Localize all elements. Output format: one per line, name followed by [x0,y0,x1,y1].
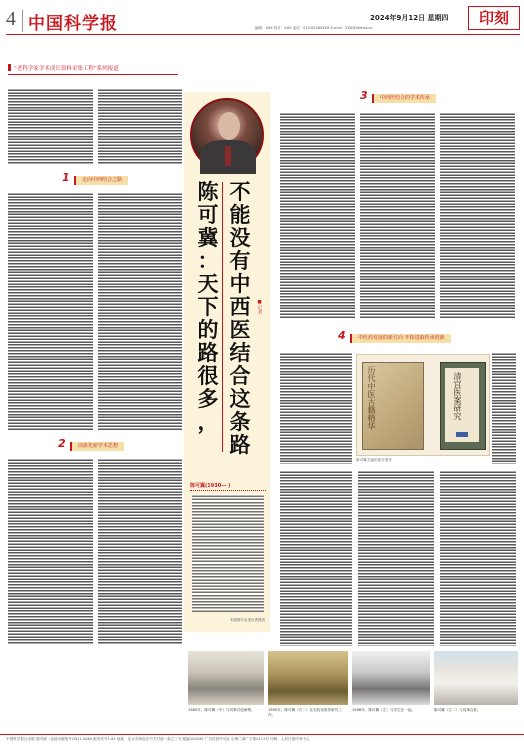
headline-char: 路 [229,432,251,457]
headline-char: 没 [229,225,251,250]
section-label: 走向中西结合之路 [74,176,128,185]
photo-caption-2: 1990年，陈可冀（右二）在实验室指导研究工作。 [268,708,342,717]
archive-photo-4 [434,651,518,705]
section3-text-col3 [440,112,515,318]
headline-char: 西 [229,294,251,319]
section3-text-col1 [280,112,355,318]
headline-line2 [194,180,222,433]
section1-text-col2 [98,192,182,430]
headline-char: 陈 [197,179,219,204]
section4-text-col3b [440,470,516,646]
book-title-left: 历代中医古籍精华 [367,366,376,430]
archive-photo-1 [188,651,264,705]
issue-date: 2024年9月12日 星期四 [370,14,449,22]
headline-line1 [226,180,254,456]
headline-char: ， [197,409,219,434]
bio-heading: 陈可冀(1930— ) [190,483,231,489]
series-rule [8,74,178,75]
byline: ■记者 [257,300,262,314]
section4-text-col1b [280,470,352,646]
section-number: 2 [58,437,66,450]
section3-text-col2 [360,112,435,318]
headline-char: 这 [229,386,251,411]
section-number: 3 [360,89,368,102]
section2-text-col1 [8,458,93,644]
section-heading-2 [58,437,168,451]
archive-photo-3 [352,651,430,705]
headline-char: 条 [229,409,251,434]
headline-char: 下 [197,294,219,319]
footer-rule [0,734,524,735]
photo-credit: 本版图片由受访者提供 [230,618,265,622]
book-title-right: 清宫医案研究 [453,372,462,420]
editor-info: 编辑：XXX 校对：XXX 电话：010-6258XXXX E-mail：XXX@stimes.cn [255,26,373,30]
intro-text-col2 [98,88,182,164]
headline-char: 路 [197,340,219,365]
section-heading-1 [62,171,172,185]
headline-char: 医 [229,317,251,342]
section-label: 活血化瘀学术思想 [70,442,124,451]
headline-divider [222,182,223,452]
portrait-face [218,112,240,140]
headline-char: 可 [197,202,219,227]
publisher-logo [456,432,468,437]
section-name: 印刻 [468,6,520,30]
masthead-divider [22,10,23,32]
headline-char: 中 [229,271,251,296]
headline-char: 冀 [197,225,219,250]
photo-caption-1: 1980年，陈可冀（中）与同事讨论病例。 [188,708,255,712]
series-marker [8,64,11,71]
headline-char: 多 [197,386,219,411]
headline-char: 有 [229,248,251,273]
headline-char: ： [197,248,219,273]
bio-rule [190,490,266,491]
headline-char: 不 [229,179,251,204]
headline-char: 天 [197,271,219,296]
page-number: 4 [6,8,16,30]
section-heading-4 [338,329,488,343]
headline-char: 能 [229,202,251,227]
book-caption: 陈可冀主编的部分著作 [356,458,392,462]
photo-caption-4: 陈可冀（左二）与同事合影。 [434,708,481,712]
archive-photo-2 [268,651,348,705]
masthead-rule [6,34,520,35]
section4-text-col1 [280,352,352,464]
section-label: 中西医结合的学术传承 [372,94,436,103]
photo-caption-3: 1998年，陈可冀（左）与学生在一起。 [352,708,416,712]
headline-char: 结 [229,340,251,365]
series-title: “老科学家学术成长资料采集工程”系列报道 [14,66,119,72]
headline-char: 很 [197,363,219,388]
section-number: 1 [62,171,70,184]
newspaper-logo: 中国科学报 [28,14,118,34]
section-label: 中医药发展的新方向 开拓进取传承创新 [350,334,451,343]
intro-text-col1 [8,88,93,164]
section4-text-col3 [492,352,516,464]
section4-text-col2 [358,470,434,646]
section-number: 4 [338,329,346,342]
bio-text [192,494,264,612]
headline-char: 的 [197,317,219,342]
footer-info: 中国科学报社出版 国内统一连续出版物号CN11-0084 邮发代号1-82 地址：北京市海淀区中关村南一条乙三号 邮编100190 广告经营许可证 京海工商广字第0111号 印刷：人民日报印务中心 [6,737,310,741]
section2-text-col2 [98,458,182,644]
section-heading-3 [360,89,460,103]
section1-text-col1 [8,192,93,430]
headline-char: 合 [229,363,251,388]
portrait-tie [225,146,231,166]
masthead [0,0,524,40]
